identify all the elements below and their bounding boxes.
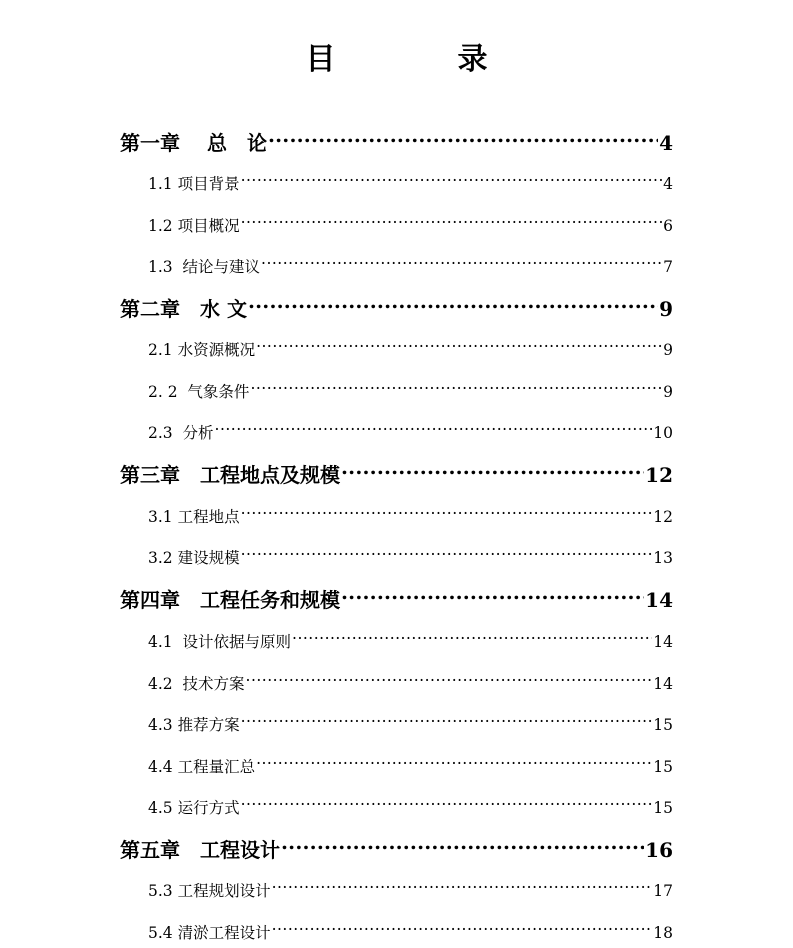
toc-page-number: 10 <box>653 424 673 442</box>
toc-section-entry[interactable] <box>148 377 673 407</box>
toc-page-number: 4 <box>663 175 673 193</box>
toc-section-entry[interactable] <box>148 669 673 699</box>
toc-page-number: 16 <box>645 838 673 862</box>
toc-entry-label: 5.3 工程规划设计 <box>148 882 271 900</box>
toc-dot-leader <box>272 923 653 939</box>
toc-entry-label: 第四章 工程任务和规模 <box>120 588 340 612</box>
toc-page-number: 12 <box>645 463 673 487</box>
toc-page-number: 13 <box>653 549 673 567</box>
toc-entry-label: 第一章 总 论 <box>120 131 267 155</box>
toc-entry-label: 1.3 结论与建议 <box>148 258 261 276</box>
toc-dot-leader <box>256 757 652 773</box>
toc-dot-leader <box>281 837 644 857</box>
toc-entry-label: 5.4 清淤工程设计 <box>148 924 271 942</box>
toc-section-entry[interactable] <box>148 169 673 199</box>
toc-section-entry[interactable] <box>148 252 673 282</box>
toc-section-entry[interactable] <box>148 752 673 782</box>
toc-section-entry[interactable] <box>148 502 673 532</box>
toc-title: 目 录 <box>305 42 534 77</box>
toc-section-entry[interactable] <box>148 543 673 573</box>
toc-dot-leader <box>241 715 653 731</box>
toc-entry-label: 1.1 项目背景 <box>148 175 240 193</box>
toc-dot-leader <box>241 174 663 190</box>
toc-section-entry[interactable] <box>148 793 673 823</box>
toc-page-number: 14 <box>645 588 673 612</box>
toc-page-number: 15 <box>653 716 673 734</box>
toc-dot-leader <box>341 587 644 607</box>
toc-entry-label: 2.1 水资源概况 <box>148 341 256 359</box>
toc-entry-label: 4.3 推荐方案 <box>148 716 240 734</box>
toc-chapter-entry[interactable] <box>120 833 673 867</box>
toc-section-entry[interactable] <box>148 627 673 657</box>
toc-entry-label: 3.1 工程地点 <box>148 508 240 526</box>
toc-section-entry[interactable] <box>148 418 673 448</box>
toc-chapter-entry[interactable] <box>120 126 673 160</box>
toc-dot-leader <box>261 257 662 273</box>
toc-dot-leader <box>241 548 653 564</box>
toc-page-number: 9 <box>659 297 673 321</box>
toc-page-number: 15 <box>653 799 673 817</box>
toc-section-entry[interactable] <box>148 211 673 241</box>
toc-entry-label: 第三章 工程地点及规模 <box>120 463 340 487</box>
toc-dot-leader <box>241 507 653 523</box>
toc-dot-leader <box>241 216 663 232</box>
toc-dot-leader <box>246 674 653 690</box>
toc-section-entry[interactable] <box>148 335 673 365</box>
toc-dot-leader <box>272 881 653 897</box>
toc-page-number: 12 <box>653 508 673 526</box>
toc-dot-leader <box>341 462 644 482</box>
toc-entry-label: 3.2 建设规模 <box>148 549 240 567</box>
toc-dot-leader <box>241 798 653 814</box>
toc-entry-label: 4.2 技术方案 <box>148 675 245 693</box>
toc-section-entry[interactable] <box>148 710 673 740</box>
toc-chapter-entry[interactable] <box>120 292 673 326</box>
toc-page-number: 17 <box>653 882 673 900</box>
toc-dot-leader <box>248 296 658 316</box>
toc-dot-leader <box>250 382 662 398</box>
toc-entry-label: 1.2 项目概况 <box>148 217 240 235</box>
toc-entry-label: 4.1 设计依据与原则 <box>148 633 292 651</box>
toc-page-number: 7 <box>663 258 673 276</box>
toc-entry-label: 4.4 工程量汇总 <box>148 758 256 776</box>
toc-dot-leader <box>215 423 653 439</box>
toc-page-number: 9 <box>663 383 673 401</box>
toc-entry-label: 2.3 分析 <box>148 424 214 442</box>
toc-page-number: 6 <box>663 217 673 235</box>
toc-entry-label: 第五章 工程设计 <box>120 838 280 862</box>
toc-chapter-entry[interactable] <box>120 583 673 617</box>
toc-section-entry[interactable] <box>148 918 673 948</box>
toc-page-number: 15 <box>653 758 673 776</box>
toc-page-number: 14 <box>653 675 673 693</box>
toc-dot-leader <box>292 632 652 648</box>
toc-page-number: 14 <box>653 633 673 651</box>
toc-chapter-entry[interactable] <box>120 458 673 492</box>
toc-entry-label: 第二章 水 文 <box>120 297 247 321</box>
toc-dot-leader <box>268 130 658 150</box>
toc-entry-label: 4.5 运行方式 <box>148 799 240 817</box>
toc-section-entry[interactable] <box>148 876 673 906</box>
toc-page-number: 4 <box>659 131 673 155</box>
toc-dot-leader <box>256 340 662 356</box>
toc-entry-label: 2. 2 气象条件 <box>148 383 250 401</box>
toc-page-number: 9 <box>663 341 673 359</box>
toc-page-number: 18 <box>653 924 673 942</box>
